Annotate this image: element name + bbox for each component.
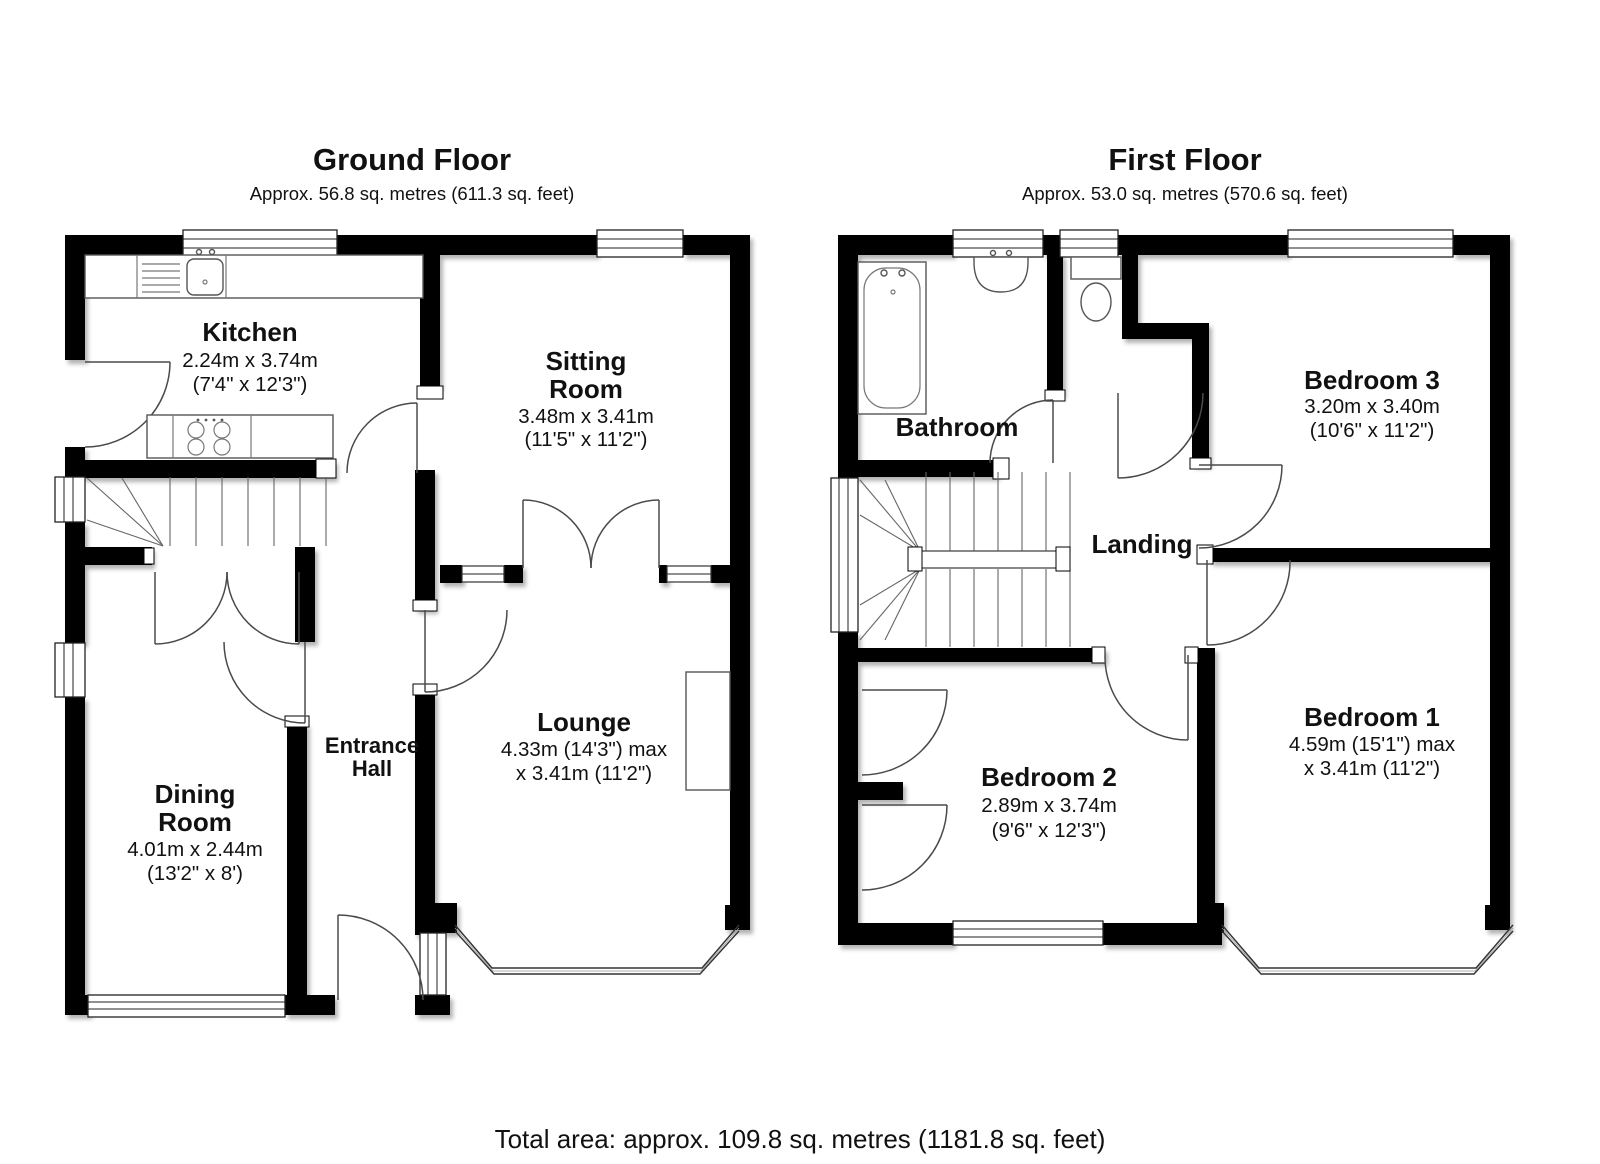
- lounge-chimney-breast: [686, 672, 730, 790]
- bedroom2-closet-door-bottom: [862, 805, 947, 890]
- bedroom1-label: Bedroom 1: [1304, 702, 1440, 732]
- lounge-label: Lounge: [537, 707, 631, 737]
- kitchen-dim-metric: 2.24m x 3.74m: [182, 349, 318, 372]
- bedroom2-closet-door-top: [862, 690, 947, 775]
- lounge-dim-line2: x 3.41m (11'2"): [515, 762, 653, 785]
- bedroom2-door: [1105, 655, 1188, 740]
- front-door: [338, 915, 423, 1000]
- basin: [974, 251, 1028, 293]
- bedroom2-label: Bedroom 2: [981, 762, 1117, 792]
- entrance-hall-label-1: Entrance: [324, 733, 420, 758]
- kitchen-window: [183, 230, 337, 257]
- landing-label: Landing: [1091, 529, 1193, 559]
- dining-room-dim-metric: 4.01m x 2.44m: [127, 838, 263, 861]
- dining-room-label-1: Dining: [154, 779, 236, 809]
- sitting-room-label-1: Sitting: [545, 346, 627, 376]
- ground-floor-stairs: [87, 477, 326, 546]
- hall-dining-door: [224, 642, 305, 723]
- sitting-lounge-double-doors: [523, 500, 659, 568]
- first-floor-subtitle: Approx. 53.0 sq. metres (570.6 sq. feet): [1022, 183, 1348, 204]
- first-floor-plan: [831, 142, 1513, 974]
- sitting-room-dim-imperial: (11'5" x 11'2"): [524, 428, 648, 451]
- first-floor-title: First Floor: [1108, 142, 1262, 177]
- dining-front-window: [88, 995, 285, 1017]
- entrance-sidelight-window: [420, 933, 446, 995]
- bedroom2-dim-imperial: (9'6" x 12'3"): [991, 819, 1107, 842]
- ground-floor-walls: [65, 235, 750, 1015]
- dining-room-label-2: Room: [158, 807, 232, 837]
- bedroom3-label: Bedroom 3: [1304, 365, 1440, 395]
- bedroom1-dim-line2: x 3.41m (11'2"): [1303, 757, 1441, 780]
- bedroom3-dim-metric: 3.20m x 3.40m: [1304, 395, 1440, 418]
- first-floor-jambs: [993, 390, 1213, 663]
- hall-lounge-door: [425, 610, 507, 692]
- ground-floor-title: Ground Floor: [312, 142, 512, 177]
- bedroom2-window: [953, 921, 1103, 945]
- stair-side-window: [55, 477, 85, 522]
- first-floor-walls: [838, 235, 1510, 945]
- landing-window: [831, 478, 858, 632]
- dining-room-dim-imperial: (13'2" x 8'): [146, 862, 244, 885]
- toilet: [1071, 257, 1121, 321]
- wc-window: [1060, 230, 1118, 257]
- bedroom1-dim-line1: 4.59m (15'1") max: [1288, 733, 1456, 756]
- sitting-room-window: [597, 230, 683, 257]
- bedroom1-door: [1207, 560, 1290, 645]
- lounge-bay-window: [455, 925, 739, 974]
- sitting-room-dim-metric: 3.48m x 3.41m: [518, 405, 654, 428]
- dining-side-window: [55, 643, 85, 697]
- bedroom3-dim-imperial: (10'6" x 11'2"): [1309, 419, 1435, 442]
- kitchen-label: Kitchen: [202, 317, 298, 347]
- kitchen-counter: [85, 250, 423, 299]
- sitting-room-label-2: Room: [549, 374, 623, 404]
- bathtub: [858, 262, 926, 414]
- first-floor-stairs: [860, 472, 1070, 647]
- entrance-hall-label-2: Hall: [351, 756, 393, 781]
- kitchen-hob: [147, 415, 333, 458]
- kitchen-hall-door: [347, 403, 417, 473]
- ground-floor-plan: [55, 142, 750, 1017]
- lounge-dim-line1: 4.33m (14'3") max: [500, 738, 668, 761]
- ground-floor-subtitle: Approx. 56.8 sq. metres (611.3 sq. feet): [249, 183, 575, 204]
- bathroom-window: [953, 230, 1043, 257]
- dining-double-doors: [155, 572, 299, 644]
- total-area-text: Total area: approx. 109.8 sq. metres (1181.8 sq. feet): [494, 1124, 1106, 1154]
- bathroom-label: Bathroom: [895, 412, 1019, 442]
- bedroom3-door: [1199, 465, 1282, 548]
- bedroom2-dim-metric: 2.89m x 3.74m: [981, 794, 1117, 817]
- bedroom3-window: [1288, 230, 1453, 257]
- kitchen-dim-imperial: (7'4" x 12'3"): [192, 373, 308, 396]
- bedroom1-bay-window: [1222, 925, 1513, 974]
